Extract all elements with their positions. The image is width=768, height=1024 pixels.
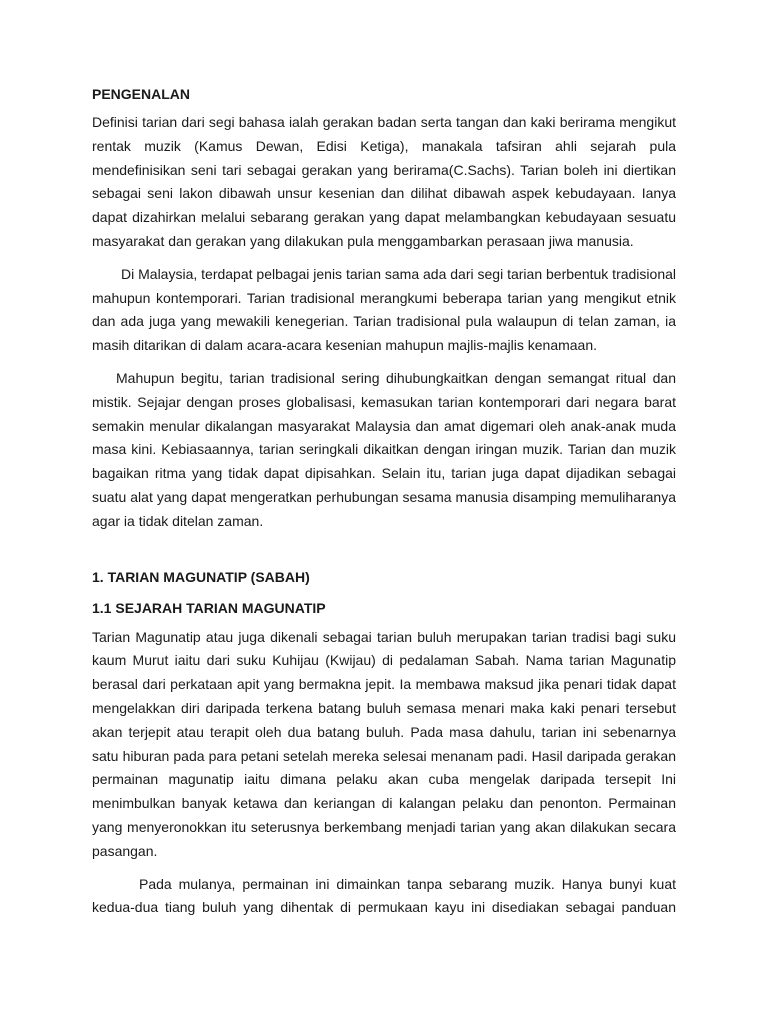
text-line: masyarakat dan gerakan yang dilakukan pula menggambarkan perasaan jiwa manusia. (92, 232, 634, 249)
intro-heading: PENGENALAN (92, 86, 191, 102)
text-line: mahupun kontemporari. Tarian tradisional merangkumi beberapa tarian yang mengikut etnik (92, 289, 676, 306)
text-line: satu hiburan pada para petani setelah mereka selesai menanam padi. Hasil daripada gerakan (92, 747, 676, 764)
paragraph-definition (92, 111, 676, 254)
section-1-1-heading: 1.1 SEJARAH TARIAN MAGUNATIP (92, 599, 326, 616)
text-line: mengelakkan diri daripada terkena batang buluh semasa menari maka kaki penari tersebut (92, 699, 676, 716)
text-line: masih ditarikan di dalam acara-acara kesenian mahupun majlis-majlis kenamaan. (92, 337, 598, 354)
text-line: rentak muzik (Kamus Dewan, Edisi Ketiga), manakala tafsiran ahli sejarah pula (92, 137, 676, 154)
text-line: mistik. Sejajar dengan proses globalisasi, kemasukan tarian kontemporari dari negara barat (92, 393, 676, 410)
text-line: yang menyeronokkan itu seterusnya berkembang menjadi tarian yang akan dilakukan secara (92, 818, 676, 835)
text-line: agar ia tidak ditelan zaman. (92, 512, 264, 529)
text-line: dan ada juga yang mewakili kenegerian. Tarian tradisional pula walaupun di telan zaman, ia (92, 313, 676, 330)
text-line: bagaikan ritma yang tidak dapat dipisahkan. Selain itu, tarian juga dapat dijadikan sebagai (92, 465, 676, 482)
text-line: kedua-dua tiang buluh yang dihentak di permukaan kayu ini disediakan sebagai panduan (92, 899, 676, 916)
text-line: dapat dizahirkan melalui sebarang gerakan yang dapat melambangkan kebudayaan sesuatu (92, 209, 676, 226)
text-line: Di Malaysia, terdapat pelbagai jenis tarian sama ada dari segi tarian berbentuk tradisional (121, 265, 676, 282)
text-line: mendefinisikan seni tari sebagai gerakan yang berirama(C.Sachs). Tarian boleh ini diertikan (92, 161, 676, 178)
text-line: masa kini. Kebiasaannya, tarian seringkali dikaitkan dengan iringan muzik. Tarian dan muzik (92, 441, 676, 458)
text-line: Tarian Magunatip atau juga dikenali sebagai tarian buluh merupakan tarian tradisi bagi suku (92, 628, 676, 645)
section-1-heading: 1. TARIAN MAGUNATIP (SABAH) (92, 568, 310, 585)
paragraph-malaysia (92, 263, 676, 358)
text-line: permainan magunatip iaitu dimana pelaku akan cuba mengelak daripada tersepit Ini (92, 771, 676, 788)
text-line: sebagai seni lakon dibawah unsur kesenian dan dilihat dibawah aspek kebudayaan. Ianya (92, 185, 676, 202)
text-line: Definisi tarian dari segi bahasa ialah gerakan badan serta tangan dan kaki berirama mengikut (92, 114, 676, 130)
text-line: menimbulkan banyak ketawa dan keriangan di kalangan pelaku dan penonton. Permainan (92, 795, 676, 812)
paragraph-magunatip-history (92, 626, 676, 864)
text-line: Mahupun begitu, tarian tradisional sering dihubungkaitkan dengan semangat ritual dan (116, 369, 676, 386)
text-line: semakin menular dikalangan masyarakat Malaysia dan amat digemari oleh anak-anak muda (92, 417, 676, 434)
text-line: suatu alat yang dapat mengeratkan perhubungan sesama manusia disamping memuliharanya (92, 488, 676, 505)
text-line: Pada mulanya, permainan ini dimainkan tanpa sebarang muzik. Hanya bunyi kuat (139, 875, 676, 892)
text-line: akan terjepit atau terapit oleh dua batang buluh. Pada masa dahulu, tarian ini sebenarnya (92, 723, 676, 740)
document-page (92, 84, 676, 920)
paragraph-music (92, 873, 676, 921)
text-line: kaum Murut iaitu dari suku Kuhijau (Kwijau) di pedalaman Sabah. Nama tarian Magunatip (92, 652, 676, 669)
paragraph-ritual (92, 367, 676, 534)
text-line: pasangan. (92, 842, 158, 859)
text-line: berasal dari perkataan apit yang bermakna jepit. Ia membawa maksud jika penari tidak dapat (92, 676, 676, 693)
